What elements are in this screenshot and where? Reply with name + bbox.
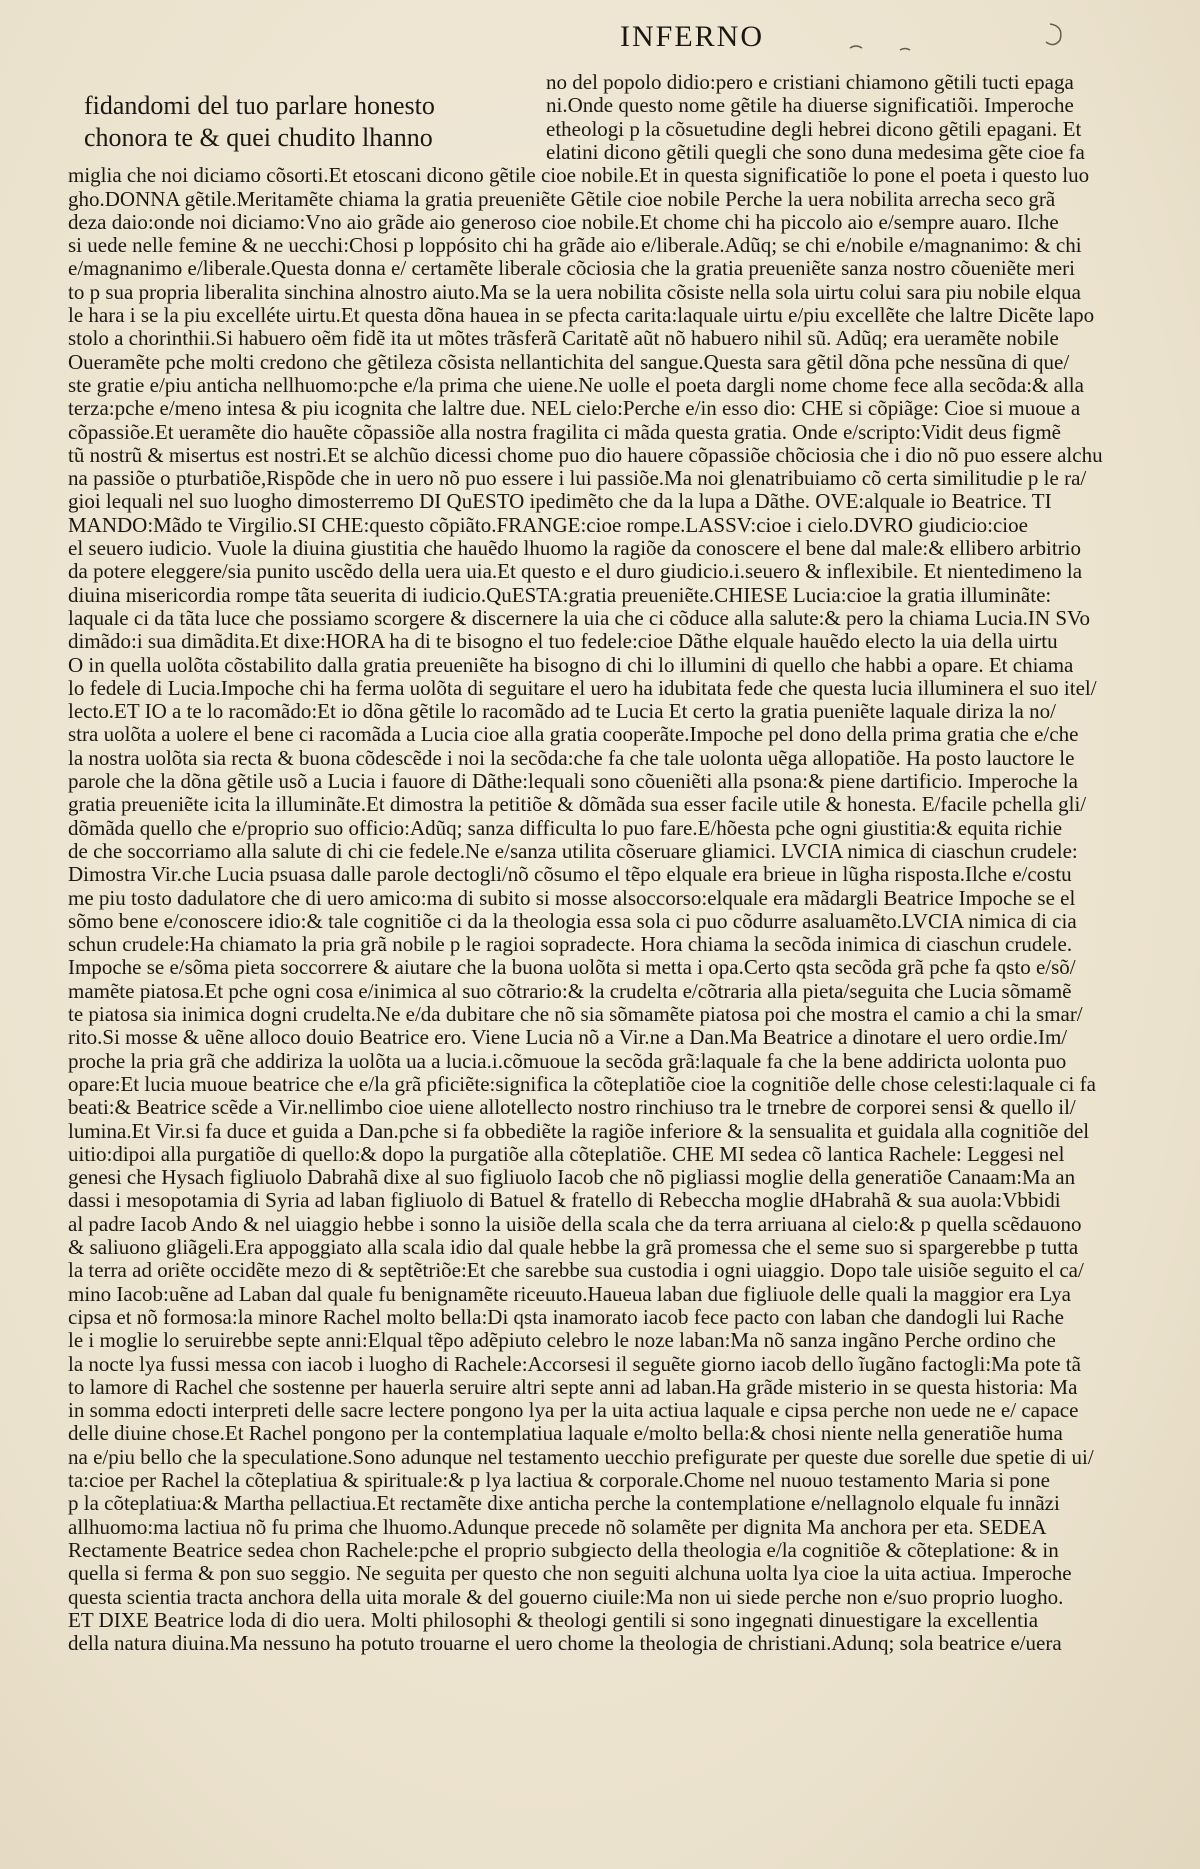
commentary-line: la terra ad oriẽte occidẽte mezo di & septẽtriõe:Et che sarebbe sua custodia i ogni uiaggio. Dopo tale uisiõe seguito el ca/ (68, 1258, 1084, 1283)
margin-marks (840, 18, 1140, 58)
verse-block (84, 90, 534, 154)
commentary-line: uitio:dipoi alla purgatiõe di quello:& dopo la purgatiõe alla cõteplatiõe. CHE MI sedea cõ lantica Rachele: Leggesi nel (68, 1141, 1065, 1166)
commentary-line: no del popolo didio:pero e cristiani chiamono gẽtili tucti epaga (546, 70, 1074, 94)
commentary-line: lo fedele di Lucia.Impoche chi ha ferma uolõta di seguitare el uero ha idubitata fede che questa lucia illuminera el suo itel/ (68, 675, 1097, 700)
commentary-line: mino Iacob:uẽne ad Laban dal quale fu benignamẽte riceuuto.Haueua laban due figliuole delle quali la maggior era Lya (68, 1281, 1071, 1306)
commentary-line: dõmãda quello che e/proprio suo officio:Adũq; sanza difficulta lo puo fare.E/hõesta pche ogni giustitia:& equita richie (68, 815, 1063, 840)
commentary-line: parole che la dõna gẽtile usõ a Lucia i fauore di Dãthe:lequali sono cõueniẽti alla psona:& piene dartificio. Imperoche la (68, 769, 1078, 793)
commentary-line: dassi i mesopotamia di Syria ad laban figliuolo di Batuel & fratello di Rebeccha moglie dHabrahã & sua auola:Vbbidi (68, 1188, 1061, 1213)
commentary-line: beati:& Beatrice scẽde a Vir.nellimbo cioe uiene allotellecto nostro rinchiuso tra le trnebre de corporei sensi & quello il/ (68, 1095, 1076, 1120)
commentary-line: rito.Si mosse & uẽne alloco douio Beatrice ero. Viene Lucia nõ a Vir.ne a Dan.Ma Beatrice a dinotare el uero ordie.Im/ (68, 1025, 1068, 1050)
commentary-line: della natura diuina.Ma nessuno ha potuto trouarne el uero chome la theologia de christiani.Adunq; sola beatrice e/uera (68, 1631, 1062, 1656)
commentary-line: la nostra uolõta sia recta & buona cõdescẽde i noi la secõda:che fa che tale uolonta uẽga allopatiõe. Ha posto lauctore le (68, 745, 1075, 770)
commentary-line: ET DIXE Beatrice loda di dio uera. Molti philosophi & theologi gentili si sono ingegnati dinuestigare la excellentia (68, 1607, 1039, 1632)
commentary-line: etheologi p la cõsuetudine degli hebrei dicono gẽtili epagani. Et (546, 116, 1082, 141)
commentary-line: MANDO:Mãdo te Virgilio.SI CHE:questo cõpiãto.FRANGE:cioe rompe.LASSV:cioe i cielo.DVRO giudicio:cioe (68, 512, 1028, 537)
commentary-line: le hara i se la piu excelléte uirtu.Et questa dõna hauea in se pfecta carita:laquale uirtu e/piu excellẽte che laltre Dicẽte lapo (68, 303, 1095, 327)
commentary-line: dimãdo:i sua dimãdita.Et dixe:HORA ha di te bisogno el tuo fedele:cioe Dãthe elquale hauẽdo electo la uia della uirtu (68, 629, 1058, 654)
commentary-line: la nocte lya fussi messa con iacob i luogho di Rachele:Accorsesi il seguẽte giorno iacob dello ĩugãno factogli:Ma pote tã (68, 1351, 1081, 1376)
commentary-line: terza:pche e/meno intesa & piu icognita che laltre due. NEL cielo:Perche e/in esso dio: CHE si cõpiãge: Cioe si muoue a (68, 396, 1081, 421)
commentary-line: mamẽte piatosa.Et pche ogni cosa e/inimica al suo cõtrario:& la crudelta e/cõtraria alla pieta/seguita che Lucia sõmamẽ (68, 978, 1072, 1003)
commentary-line: sõmo bene e/conoscere idio:& tale cognitiõe ci da la theologia essa sola ci puo cõdurre asaluamẽto.LVCIA nimica di cia (68, 908, 1077, 933)
commentary-line: ni.Onde questo nome gẽtile ha diuerse significatiõi. Imperoche (546, 93, 1074, 118)
commentary-line: me piu tosto dadulatore che di uero amico:ma di subito si mosse alsoccorso:elquale era mãdargli Beatrice Impoche se el (68, 885, 1076, 910)
commentary-line: na e/piu bello che la speculatione.Sono adunque nel testamento uecchio prefigurate per queste due sorelle due spetie di ui/ (68, 1444, 1094, 1469)
commentary-line: cõpassiõe.Et ueramẽte dio hauẽte cõpassiõe alla nostra fragilita ci mãda questa gratia. Onde e/scripto:Vidit deus figmẽ (68, 419, 1061, 444)
commentary-line: Dimostra Vir.che Lucia psuasa dalle parole dectogli/nõ cõsumo el tẽpo elquale era brieue in lũgha risposta.Ilche e/costu (68, 862, 1072, 887)
commentary-line: laquale ci da tãta luce che possiamo scorgere & discernere la uia che ci cõduce alla salute:& pero la chiama Lucia.IN SVo (68, 605, 1090, 630)
commentary-line: opare:Et lucia muoue beatrice che e/la grã pficiẽte:significa la cõteplatiõe cioe la cognitiõe delle chose celesti:laquale ci fa (68, 1071, 1096, 1096)
commentary-line: allhuomo:ma lactiua nõ fu prima che lhuomo.Adunque precede nõ solamẽte per dignita Ma anchora per eta. SEDEA (68, 1514, 1047, 1539)
commentary-line: schun crudele:Ha chiamato la pria grã nobile p le ragioi sopradecte. Hora chiama la secõda inimica di ciaschun crudele. (68, 932, 1073, 957)
commentary-line: lumina.Et Vir.si fa duce et guida a Dan.pche si fa obbediẽte la ragiõe inferiore & la sensualita et guidala alla cognitiõe del (68, 1118, 1090, 1143)
commentary-line: O in quella uolõta cõstabilito dalla gratia preueniẽte ha bisogno di chi lo illumini di quello che habbi a opare. Et chiama (68, 652, 1074, 677)
commentary-line: gratia preueniẽte icita la illuminãte.Et dimostra la petitiõe & dõmãda sua esser facile utile & honesta. E/facile pchella gli/ (68, 792, 1087, 817)
commentary-line: si uede nelle femine & ne uecchi:Chosi p loppósito chi ha grãde aio e/liberale.Adũq; se chi e/nobile e/magnanimo: & chi (68, 233, 1082, 258)
commentary-line: diuina misericordia rompe tãta seuerita di iudicio.QuESTA:gratia preueniẽte.CHIESE Lucia:cioe la gratia illuminãte: (68, 582, 1052, 607)
commentary-line: in somma edocti interpreti delle sacre lectere pongono lya per la uita actiua laquale e cipsa perche non uede ne e/ capace (68, 1398, 1079, 1423)
commentary-line: proche la pria grã che addiriza la uolõta ua a lucia.i.cõmuoue la secõda grã:laquale fa che la bene addiricta uolonta puo (68, 1048, 1067, 1073)
commentary-line: ta:cioe per Rachel la cõteplatiua & spirituale:& p lya lactiua & corporale.Chome nel nuouo testamento Maria si pone (68, 1468, 1051, 1492)
commentary-line: p la cõteplatiua:& Martha pellactiua.Et rectamẽte dixe anticha perche la contemplatione e/nellagnolo elquale fu innãzi (68, 1491, 1060, 1516)
commentary-line: elatini dicono gẽtili quegli che sono duna medesima gẽte cioe fa (546, 139, 1085, 164)
commentary-line: tũ nostrũ & misertus est nostri.Et se alchũo dicessi chome puo dio hauere cõpassiõe chõciosia che i dio nõ puo essere alchu (68, 442, 1103, 467)
commentary-line: Impoche se e/sõma pieta soccorrere & aiutare che la buona uolõta si metta i opa.Certo qsta secõda grã pche fa qsto e/sõ/ (68, 955, 1076, 980)
commentary-line: e/magnanimo e/liberale.Questa donna e/ certamẽte liberale cõciosia che la gratia preueniẽte sanza nostro cõueniẽte meri (68, 256, 1075, 281)
commentary-line: Oueramẽte pche molti credono che gẽtileza cõsista nellantichita del sangue.Questa sara gẽtil dõna pche nessũna di que/ (68, 349, 1070, 374)
commentary-line: al padre Iacob Ando & nel uiaggio hebbe i sonno la uisiõe della scala che da terra arriuana al cielo:& p quella scẽdauono (68, 1211, 1082, 1236)
commentary-line: quella si ferma & pon suo seggio. Ne seguita per questo che non seguiti alchuna uolta lya cioe la uita actiua. Imperoche (68, 1561, 1072, 1586)
commentary-line: to lamore di Rachel che sostenne per hauerla seruire altri septe anni ad laban.Ha grãde misterio in se questa historia: Ma (68, 1374, 1078, 1399)
commentary-line: de che soccorriamo alla salute di chi cie fedele.Ne e/sanza utilita cõseruare gliamici. LVCIA nimica di ciaschun crudele: (68, 838, 1078, 863)
commentary-line: le i moglie lo seruirebbe septe anni:Elqual tẽpo adẽpiuto celebro le noze laban:Ma nõ sanza ingãno Perche ordino che (68, 1328, 1056, 1353)
commentary-line: stra uolõta a uolere el bene ci racomãda a Lucia cioe alla gratia cooperãte.Impoche pel dono della prima gratia che e/che (68, 722, 1079, 747)
commentary-line: & saliuono gliãgeli.Era appoggiato alla scala idio dal quale hebbe la grã promessa che el seme suo si spargerebbe p tutta (68, 1235, 1079, 1259)
commentary-line: ste gratie e/piu anticha nellhuomo:pche e/la prima che uiene.Ne uolle el poeta dargli nome chome fece alla secõda:& alla (68, 372, 1084, 397)
commentary-line: miglia che noi diciamo cõsorti.Et etoscani dicono gẽtile cioe nobile.Et in questa significatiõe lo pone el poeta i questo luo (68, 163, 1090, 188)
commentary-line: lecto.ET IO a te lo racomãdo:Et io dõna gẽtile lo racomãdo ad te Lucia Et certo la gratia pueniẽte laquale diriza la no/ (68, 699, 1056, 724)
commentary-line: stolo a chorinthii.Si habuero oẽm fidẽ ita ut mõtes trãsferã Caritatẽ aũt nõ habuero nihil sũ. Adũq; era ueramẽte nobile (68, 326, 1059, 351)
commentary-line: delle diuine chose.Et Rachel pongono per la contemplatiua laquale e/molto bella:& chosi niente nella generatiõe huma (68, 1421, 1063, 1446)
commentary-line: questa scientia tracta anchora della uita morale & del gouerno ciuile:Ma non ui siede perche non e/suo proprio luogho. (68, 1584, 1064, 1609)
verse-line: chonora te & quei chudito lhanno (84, 123, 433, 152)
commentary-line: genesi che Hysach figliuolo Dabrahã dixe al suo figliuolo Iacob che nõ pigliassi moglie della generatiõe Canaam:Ma an (68, 1165, 1076, 1190)
commentary-line: gioi lequali nel suo luogho dimosterremo DI QuESTO ipedimẽto che da la lupa a Dãthe. OVE:alquale io Beatrice. TI (68, 489, 1052, 514)
verse-line: fidandomi del tuo parlare honesto (84, 91, 435, 120)
running-head: INFERNO (620, 20, 765, 53)
commentary-line: da potere eleggere/sia punito uscẽdo della uera uia.Et questo e el duro giudicio.i.seuero & inflexibile. Et nientedimeno la (68, 559, 1083, 584)
commentary-line: gho.DONNA gẽtile.Meritamẽte chiama la gratia preueniẽte Gẽtile cioe nobile Perche la uera nobilita arrecha seco grã (68, 186, 1056, 211)
commentary-line: deza daio:onde noi diciamo:Vno aio grãde aio generoso cioe nobile.Et chome chi ha piccolo aio e/sempre auaro. Ilche (68, 209, 1059, 234)
commentary-line: te piatosa sia inimica dogni crudelta.Ne e/da dubitare che nõ sia sõmamẽte piatosa poi che mostra el camio a chi la smar/ (68, 1002, 1083, 1026)
commentary-line: el seuero iudicio. Vuole la diuina giustitia che hauẽdo lhuomo la ragiõe da conoscere el bene dal male:& ellibero arbitrio (68, 536, 1082, 560)
commentary-line: cipsa et nõ formosa:la minore Rachel molto bella:Di qsta inamorato iacob fece pacto con laban che dandogli lui Rache (68, 1304, 1064, 1329)
commentary-line: Rectamente Beatrice sedea chon Rachele:pche el proprio subgiecto della theologia e/la cognitiõe & cõteplatione: & in (68, 1537, 1059, 1562)
commentary-line: to p sua propria liberalita sinchina alnostro aiuto.Ma se la uera nobilita cõsiste nella sola uirtu colui sara piu nobile elqua (68, 279, 1081, 304)
commentary-line: na passiõe o pturbatiõe,Rispõde che in uero nõ puo essere i lui passiõe.Ma noi glenatribuiamo cõ certa similitudie p le ra/ (68, 466, 1087, 491)
